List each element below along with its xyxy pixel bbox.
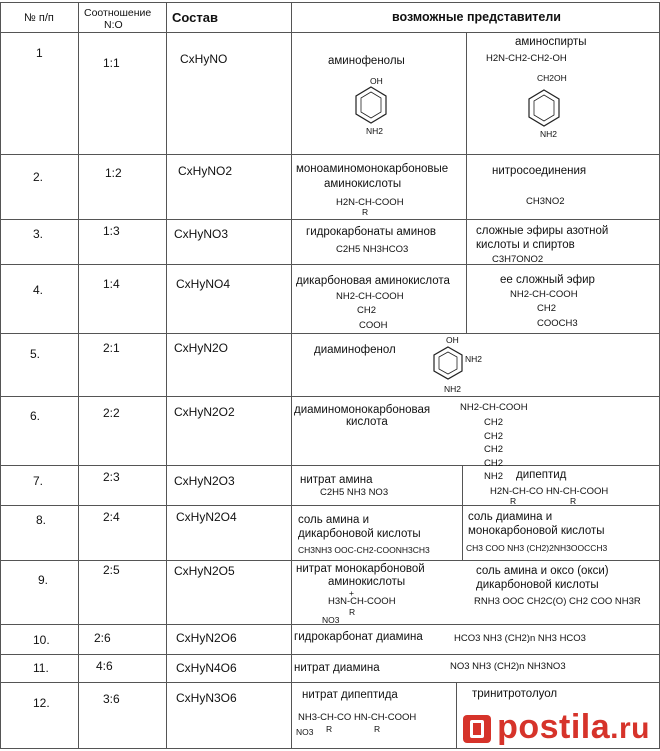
- left-name: гидрокарбонат диамина: [294, 631, 423, 643]
- right-name: нитросоединения: [492, 165, 587, 177]
- row-composition: CxHyNO3: [174, 227, 229, 241]
- row-ratio: 4:6: [96, 659, 113, 673]
- row-ratio: 2:5: [103, 563, 120, 577]
- left-formula: H3N-CH-COOH: [328, 596, 396, 607]
- right-formula: CH3NO2: [526, 196, 565, 207]
- col-divider: [466, 32, 467, 154]
- left-name: нитрат дипептида: [302, 689, 398, 701]
- left-formula-2: CH2: [357, 305, 377, 316]
- row-num: 11.: [33, 661, 49, 675]
- postila-logo-icon: [463, 715, 491, 743]
- row-num: 8.: [36, 513, 47, 527]
- left-name: дикарбоновая аминокислота: [296, 275, 450, 287]
- right-name: аминоспирты: [515, 36, 587, 48]
- row-ratio: 2:1: [103, 341, 120, 355]
- row-divider: [0, 748, 660, 749]
- col-divider: [466, 264, 467, 333]
- left-formula: CH3NH3 OOC-CH2-COONH3CH3: [298, 545, 430, 555]
- right-formula-2: CH2: [537, 303, 557, 314]
- row-composition: CxHyN2O2: [174, 405, 235, 419]
- struct-oh: OH: [370, 76, 383, 86]
- right-name: соль амина и оксо (окси): [476, 565, 609, 577]
- left-name: диаминофенол: [314, 344, 396, 356]
- row-composition: CxHyN2O6: [176, 631, 237, 645]
- row-divider: [0, 465, 660, 466]
- right-formula: NO3 NH3 (CH2)n NH3NO3: [450, 661, 566, 672]
- left-formula-3: COOH: [359, 320, 388, 331]
- row-composition: CxHyN2O5: [174, 564, 235, 578]
- r-group: R: [362, 207, 369, 217]
- row-ratio: 2:2: [103, 406, 120, 420]
- formula-2: CH2: [484, 417, 504, 428]
- no3-group: NO3: [296, 727, 314, 737]
- left-name: нитрат диамина: [294, 662, 380, 674]
- row-composition: CxHyN4O6: [176, 661, 237, 675]
- formula-1: NH2-CH-COOH: [460, 402, 528, 413]
- left-formula-1: NH2-CH-COOH: [336, 291, 404, 302]
- col-divider: [166, 2, 167, 748]
- row-num: 10.: [33, 633, 50, 647]
- right-formula: HCO3 NH3 (CH2)n NH3 HCO3: [454, 633, 586, 644]
- col-divider: [291, 2, 292, 748]
- left-name: аминофенолы: [328, 55, 405, 67]
- left-formula: NH3-CH-CO HN-CH-COOH: [298, 712, 417, 723]
- col-divider: [462, 465, 463, 560]
- benzene-ring-icon: [526, 88, 562, 128]
- row-composition: CxHyNO: [180, 52, 228, 66]
- row-divider: [0, 654, 660, 655]
- col-divider: [78, 2, 79, 748]
- left-name-2: кислота: [346, 416, 388, 428]
- left-name: нитрат монокарбоновой: [296, 563, 425, 575]
- formula-6: NH2: [484, 471, 504, 482]
- row-composition: CxHyN2O3: [174, 474, 235, 488]
- left-formula: C2H5 NH3HCO3: [336, 244, 409, 255]
- col-divider: [456, 682, 457, 748]
- struct-nh2: NH2: [540, 129, 558, 139]
- no3-group: NO3: [322, 615, 340, 625]
- left-formula: C2H5 NH3 NO3: [320, 487, 389, 498]
- right-name-2: монокарбоновой кислоты: [468, 525, 605, 537]
- header-num: № п/п: [24, 12, 54, 24]
- row-divider: [0, 396, 660, 397]
- left-name-2: дикарбоновой кислоты: [298, 528, 421, 540]
- header-ratio-line2: N:O: [104, 19, 123, 31]
- row-divider: [0, 219, 660, 220]
- struct-nh2: NH2: [444, 384, 462, 394]
- row-divider: [0, 333, 660, 334]
- right-formula: H2N-CH-CO HN-CH-COOH: [490, 486, 609, 497]
- right-formula-3: COOCH3: [537, 318, 578, 329]
- row-composition: CxHyN2O: [174, 341, 229, 355]
- col-divider: [0, 2, 1, 748]
- formula-3: CH2: [484, 431, 504, 442]
- row-num: 7.: [33, 474, 44, 488]
- row-ratio: 2:3: [103, 470, 120, 484]
- row-divider: [0, 682, 660, 683]
- row-ratio: 3:6: [103, 692, 120, 706]
- row-divider: [0, 264, 660, 265]
- right-formula: H2N-CH2-CH2-OH: [486, 53, 567, 64]
- right-formula-1: NH2-CH-COOH: [510, 289, 578, 300]
- left-name: моноаминомонокарбоновые: [296, 163, 449, 175]
- row-composition: CxHyN2O4: [176, 510, 237, 524]
- left-name: соль амина и: [298, 514, 370, 526]
- row-ratio: 1:4: [103, 277, 120, 291]
- row-divider: [0, 154, 660, 155]
- left-name: гидрокарбонаты аминов: [306, 226, 436, 238]
- right-formula: RNH3 OOC CH2C(O) CH2 COO NH3R: [474, 596, 641, 607]
- row-num: 4.: [33, 283, 44, 297]
- right-name: сложные эфиры азотной: [476, 225, 609, 237]
- row-ratio: 1:2: [105, 166, 122, 180]
- left-name: нитрат амина: [300, 474, 373, 486]
- watermark-text: postila: [497, 708, 611, 746]
- formula-5: CH2: [484, 458, 504, 469]
- header-composition: Состав: [172, 10, 218, 25]
- row-num: 2.: [33, 170, 44, 184]
- right-name: дипептид: [516, 469, 567, 481]
- row-num: 12.: [33, 696, 50, 710]
- struct-nh2: NH2: [366, 126, 384, 136]
- right-name-2: дикарбоновой кислоты: [476, 579, 599, 591]
- left-formula: H2N-CH-COOH: [336, 197, 404, 208]
- r-group: R: [510, 496, 517, 506]
- row-divider: [0, 560, 660, 561]
- struct-nh2: NH2: [465, 354, 483, 364]
- watermark: [463, 708, 650, 747]
- row-composition: CxHyNO4: [176, 277, 231, 291]
- row-ratio: 1:3: [103, 224, 120, 238]
- row-divider: [0, 2, 660, 3]
- right-name: ее сложный эфир: [500, 274, 595, 286]
- r-group: R: [349, 607, 356, 617]
- row-divider: [0, 32, 660, 33]
- row-divider: [0, 505, 660, 506]
- row-num: 3.: [33, 227, 44, 241]
- right-name-2: кислоты и спиртов: [476, 239, 575, 251]
- header-representatives: возможные представители: [392, 10, 561, 24]
- left-name-2: аминокислоты: [328, 576, 406, 588]
- formula-4: CH2: [484, 444, 504, 455]
- r-group: R: [326, 724, 333, 734]
- plus-charge: +: [349, 588, 354, 598]
- benzene-ring-icon: [353, 85, 389, 125]
- benzene-ring-icon: [432, 345, 464, 381]
- struct-ch2oh: CH2OH: [537, 73, 567, 83]
- left-name: диаминомонокарбоновая: [294, 404, 431, 416]
- left-name-2: аминокислоты: [324, 178, 402, 190]
- r-group: R: [570, 496, 577, 506]
- right-formula: CH3 COO NH3 (CH2)2NH3OOCCH3: [466, 543, 608, 553]
- right-name: соль диамина и: [468, 511, 553, 523]
- right-name: тринитротолуол: [472, 688, 558, 700]
- col-divider: [466, 154, 467, 264]
- r-group: R: [374, 724, 381, 734]
- header-ratio-line1: Соотношение: [84, 7, 152, 19]
- watermark-suffix: .ru: [610, 712, 650, 745]
- row-num: 5.: [30, 347, 41, 361]
- row-num: 9.: [38, 573, 49, 587]
- row-ratio: 1:1: [103, 56, 120, 70]
- struct-oh: OH: [446, 335, 459, 345]
- row-ratio: 2:4: [103, 510, 120, 524]
- row-num: 1: [36, 46, 43, 60]
- row-ratio: 2:6: [94, 631, 111, 645]
- row-composition: CxHyNO2: [178, 164, 233, 178]
- row-composition: CxHyN3O6: [176, 691, 237, 705]
- right-formula: C3H7ONO2: [492, 254, 544, 265]
- row-num: 6.: [30, 409, 41, 423]
